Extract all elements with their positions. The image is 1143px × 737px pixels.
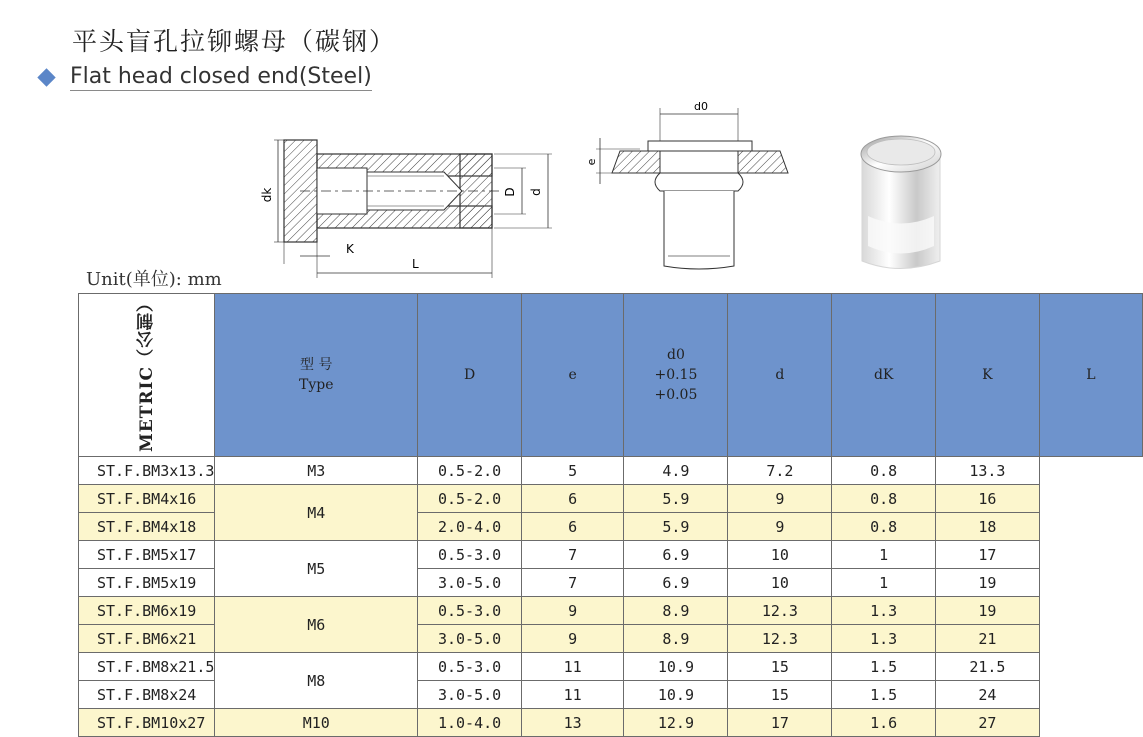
label-d: d (529, 188, 543, 196)
cell-dk: 15 (728, 681, 832, 709)
cell-d: 10.9 (624, 681, 728, 709)
metric-side-label-cell (79, 294, 215, 457)
header-L (1039, 294, 1142, 457)
cell-dk: 9 (728, 513, 832, 541)
cell-D: M4 (215, 485, 418, 541)
header-e-text: e (568, 367, 577, 384)
product-render-image (861, 136, 941, 269)
cell-L: 18 (935, 513, 1039, 541)
table-row (79, 457, 1143, 485)
cross-section-drawing (260, 140, 552, 278)
cell-d: 6.9 (624, 541, 728, 569)
cell-e: 1.0-4.0 (418, 709, 522, 737)
header-K (935, 294, 1039, 457)
header-type (215, 294, 418, 457)
header-dk (832, 294, 936, 457)
label-e: e (585, 158, 598, 166)
header-d0-tol-upper: +0.15 (654, 367, 698, 384)
table-row (79, 485, 1143, 513)
cell-K: 1.3 (832, 625, 936, 653)
cell-L: 27 (935, 709, 1039, 737)
cell-L: 21 (935, 625, 1039, 653)
cell-d: 8.9 (624, 597, 728, 625)
cell-e: 2.0-4.0 (418, 513, 522, 541)
cell-dk: 15 (728, 653, 832, 681)
cell-K: 0.8 (832, 513, 936, 541)
diamond-bullet-icon (37, 68, 55, 86)
header-K-text: K (982, 367, 993, 384)
cell-d0: 11 (522, 653, 624, 681)
cell-L: 19 (935, 597, 1039, 625)
cell-K: 1 (832, 541, 936, 569)
cell-K: 1.5 (832, 681, 936, 709)
cell-dk: 7.2 (728, 457, 832, 485)
cell-e: 0.5-3.0 (418, 541, 522, 569)
cell-d0: 7 (522, 569, 624, 597)
header-d0 (624, 294, 728, 457)
cell-D: M6 (215, 597, 418, 653)
cell-e: 0.5-2.0 (418, 457, 522, 485)
header-type-en: Type (299, 377, 334, 394)
cell-d0: 13 (522, 709, 624, 737)
cell-dk: 10 (728, 569, 832, 597)
cell-d0: 6 (522, 485, 624, 513)
header-L-text: L (1086, 367, 1096, 384)
cell-dk: 10 (728, 541, 832, 569)
cell-e: 0.5-3.0 (418, 653, 522, 681)
cell-D: M3 (215, 457, 418, 485)
cell-e: 3.0-5.0 (418, 569, 522, 597)
cell-type: ST.F.BM3x13.3 (79, 457, 215, 485)
spec-table (78, 293, 1143, 737)
cell-K: 0.8 (832, 485, 936, 513)
cell-e: 3.0-5.0 (418, 681, 522, 709)
cell-d: 6.9 (624, 569, 728, 597)
cell-type: ST.F.BM4x18 (79, 513, 215, 541)
table-header-row (79, 294, 1143, 457)
cell-type: ST.F.BM5x19 (79, 569, 215, 597)
label-d0: d0 (694, 100, 708, 113)
cell-K: 1.3 (832, 597, 936, 625)
unit-label: Unit(单位): mm (86, 269, 222, 290)
cell-dk: 17 (728, 709, 832, 737)
table-row (79, 597, 1143, 625)
cell-type: ST.F.BM5x17 (79, 541, 215, 569)
label-D: D (503, 187, 517, 197)
cell-e: 0.5-3.0 (418, 597, 522, 625)
cell-type: ST.F.BM8x21.5 (79, 653, 215, 681)
cell-K: 1 (832, 569, 936, 597)
cell-dk: 9 (728, 485, 832, 513)
header-dk-text: dK (873, 367, 894, 384)
cell-d0: 9 (522, 625, 624, 653)
cell-D: M8 (215, 653, 418, 709)
cell-d0: 9 (522, 597, 624, 625)
header-type-cn: 型 号 (300, 357, 333, 374)
label-dk: dk (260, 187, 274, 203)
header-d-text: d (775, 367, 785, 384)
table-row (79, 653, 1143, 681)
cell-dk: 12.3 (728, 625, 832, 653)
cell-K: 1.5 (832, 653, 936, 681)
cell-K: 0.8 (832, 457, 936, 485)
cell-K: 1.6 (832, 709, 936, 737)
cell-D: M5 (215, 541, 418, 597)
header-d0-label: d0 (666, 347, 685, 364)
header-D (418, 294, 522, 457)
header-e (522, 294, 624, 457)
cell-d: 10.9 (624, 653, 728, 681)
cell-type: ST.F.BM6x21 (79, 625, 215, 653)
page-title-en: Flat head closed end(Steel) (70, 64, 372, 89)
cell-d0: 7 (522, 541, 624, 569)
header-d0-tol-lower: +0.05 (654, 387, 698, 404)
page-title-cn: 平头盲孔拉铆螺母（碳钢） (72, 27, 397, 56)
cell-type: ST.F.BM8x24 (79, 681, 215, 709)
cell-L: 13.3 (935, 457, 1039, 485)
technical-drawings (0, 96, 1143, 286)
table-row (79, 541, 1143, 569)
cell-d: 5.9 (624, 513, 728, 541)
label-L: L (412, 257, 419, 271)
installed-view-drawing (585, 100, 788, 269)
cell-d: 8.9 (624, 625, 728, 653)
cell-L: 21.5 (935, 653, 1039, 681)
cell-L: 17 (935, 541, 1039, 569)
label-K: K (346, 242, 354, 256)
cell-L: 19 (935, 569, 1039, 597)
cell-d: 5.9 (624, 485, 728, 513)
cell-L: 24 (935, 681, 1039, 709)
cell-type: ST.F.BM4x16 (79, 485, 215, 513)
cell-d0: 11 (522, 681, 624, 709)
cell-e: 0.5-2.0 (418, 485, 522, 513)
cell-type: ST.F.BM6x19 (79, 597, 215, 625)
cell-d: 12.9 (624, 709, 728, 737)
header-d (728, 294, 832, 457)
metric-side-label: METRIC（公制） (137, 294, 158, 453)
table-row (79, 709, 1143, 737)
cell-d0: 6 (522, 513, 624, 541)
cell-d0: 5 (522, 457, 624, 485)
cell-dk: 12.3 (728, 597, 832, 625)
cell-type: ST.F.BM10x27 (79, 709, 215, 737)
cell-e: 3.0-5.0 (418, 625, 522, 653)
cell-L: 16 (935, 485, 1039, 513)
header-D-text: D (463, 367, 476, 384)
cell-d: 4.9 (624, 457, 728, 485)
cell-D: M10 (215, 709, 418, 737)
